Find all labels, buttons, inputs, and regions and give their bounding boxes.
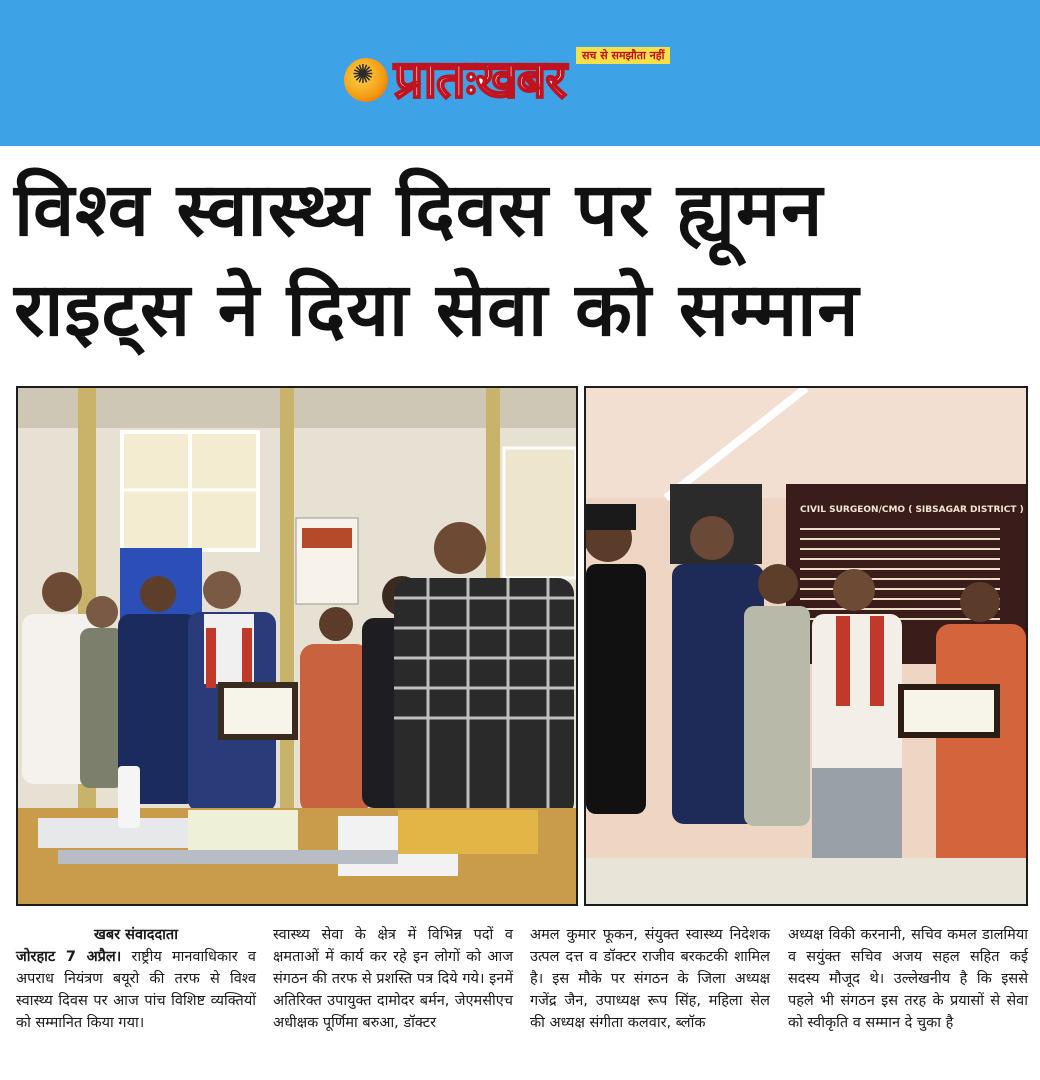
photo-left-image bbox=[18, 388, 576, 904]
article-column-4 bbox=[788, 924, 1028, 1034]
dateline: जोरहाट 7 अप्रैल। bbox=[16, 949, 122, 965]
masthead bbox=[0, 0, 1040, 146]
article-column-1-text: राष्ट्रीय मानवाधिकार व अपराध नियंत्रण बयूरो की तरफ से विश्व स्वास्थ्य दिवस पर आज पांच विशिष्ट व्यक्तियों को सम्मानित किया गया। bbox=[16, 949, 256, 1031]
article-column-2 bbox=[273, 924, 513, 1034]
headline-line-2: राइट्स ने दिया सेवा को सम्मान bbox=[14, 267, 860, 353]
article-column-2-text: स्वास्थ्य सेवा के क्षेत्र में विभिन्न पदों व क्षमताओं में कार्य कर रहे इन लोगों को आज संगठन की तरफ से प्रशस्ति पत्र दिये गये। इनमें अतिरिक्त उपायुक्त दामोदर बर्मन, जेएमसीएच अधीक्षक पूर्णिमा बरुआ, डॉक्टर bbox=[273, 927, 513, 1031]
headline bbox=[14, 160, 1030, 360]
photo-right bbox=[584, 386, 1028, 906]
palm-tree-icon: ✺ bbox=[352, 60, 374, 90]
byline: खबर संवाददाता bbox=[94, 927, 178, 943]
article-column-3-text: अमल कुमार फूकन, संयुक्त स्वास्थ्य निदेशक उत्पल दत्त व डॉक्टर राजीव बरकटकी शामिल है। इस मौके पर संगठन के जिला अध्यक्ष गजेंद्र जैन, उपाध्यक्ष रूप सिंह, महिला सेल की अध्यक्ष संगीता कलवार, ब्लॉक bbox=[530, 927, 770, 1031]
newspaper-logo bbox=[340, 40, 710, 132]
headline-line-1: विश्व स्वास्थ्य दिवस पर ह्यूमन bbox=[14, 167, 824, 253]
logo-tagline: सच से समझौता नहीं bbox=[576, 47, 670, 64]
board-title: CIVIL SURGEON/CMO ( SIBSAGAR DISTRICT ) bbox=[800, 505, 1024, 515]
photo-right-image bbox=[586, 388, 1026, 904]
article-column-3 bbox=[530, 924, 770, 1034]
article-column-1 bbox=[16, 924, 256, 1034]
article-column-4-text: अध्यक्ष विकी करनानी, सचिव कमल डालमिया व सयुंक्त सचिव अजय सहल सहित कई सदस्य मौजूद थे। उल्लेखनीय है कि इससे पहले भी संगठन इस तरह के प्रयासों से सेवा को स्वीकृति व सम्मान दे चुका है bbox=[788, 927, 1028, 1031]
photo-left bbox=[16, 386, 578, 906]
logo-text: प्रातःखबर bbox=[394, 50, 566, 110]
article-body bbox=[16, 924, 1028, 1074]
